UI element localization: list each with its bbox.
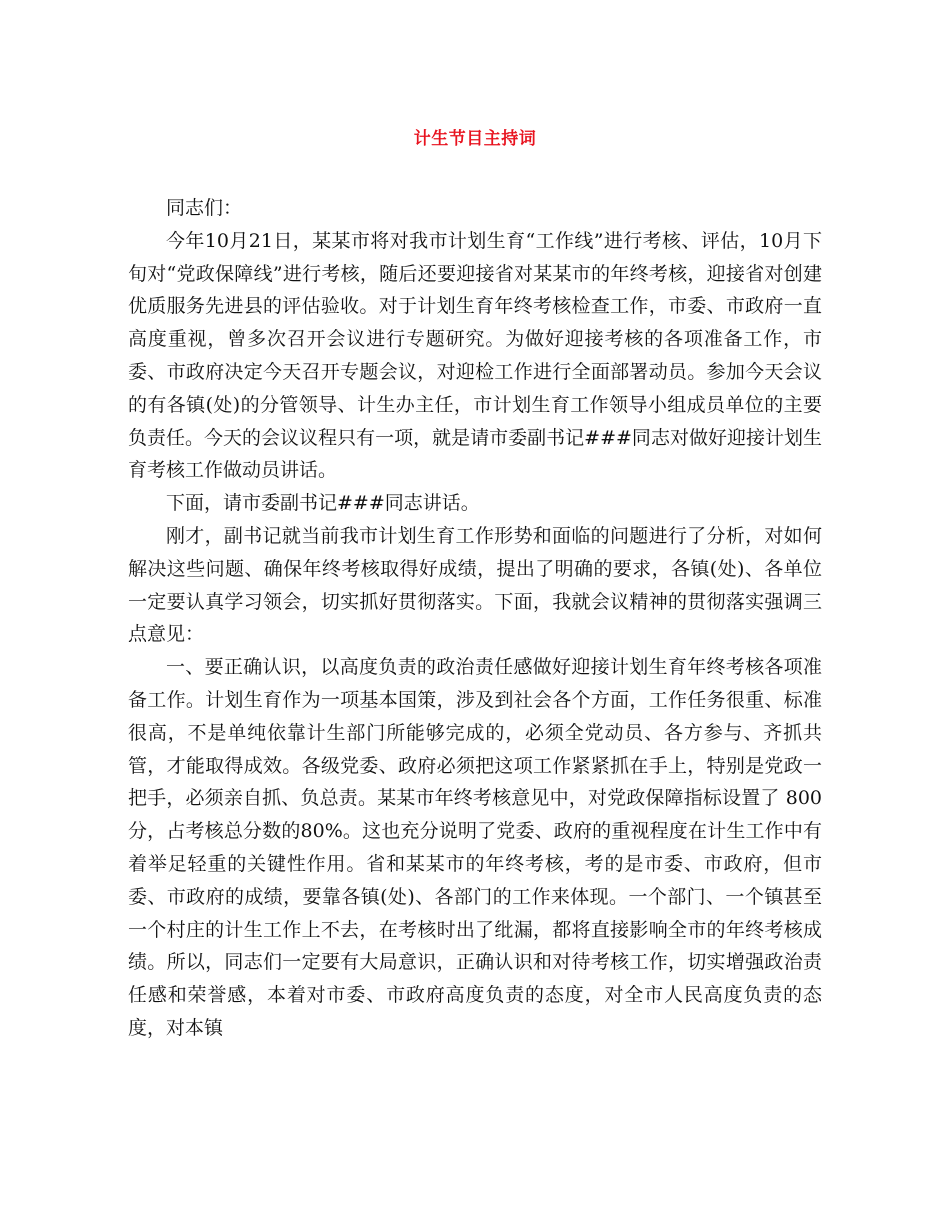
paragraph-summary: 刚才，副书记就当前我市计划生育工作形势和面临的问题进行了分析，对如何解决这些问题、确保年终考核取得好成绩，提出了明确的要求，各镇(处)、各单位一定要认真学习领会，切实抓好贯彻落实。下面，我就会议精神的贯彻落实强调三点意见： [128, 524, 822, 646]
paragraph-invite-speech: 下面，请市委副书记###同志讲话。 [166, 492, 480, 515]
document-body [128, 192, 822, 1045]
paragraph-greeting: 同志们： [166, 197, 243, 219]
paragraph-intro: 今年10月21日，某某市将对我市计划生育“工作线”进行考核、评估，10月下旬对“党政保障线”进行考核，随后还要迎接省对某某市的年终考核，迎接省对创建优质服务先进县的评估验收。对于计划生育年终考核检查工作，市委、市政府一直高度重视，曾多次召开会议进行专题研究。为做好迎接考核的各项准备工作，市委、市政府决定今天召开专题会议，对迎检工作进行全面部署动员。参加今天会议的有各镇(处)的分管领导、计生办主任，市计划生育工作领导小组成员单位的主要负责任。今天的会议议程只有一项，就是请市委副书记###同志对做好迎接计划生育考核工作做动员讲话。 [128, 229, 822, 482]
document-title: 计生节目主持词 [413, 129, 537, 149]
paragraph-point-one: 一、要正确认识，以高度负责的政治责任感做好迎接计划生育年终考核各项准备工作。计划生育作为一项基本国策，涉及到社会各个方面，工作任务很重、标准很高，不是单纯依靠计生部门所能够完成的，必须全党动员、各方参与、齐抓共管，才能取得成效。各级党委、政府必须把这项工作紧紧抓在手上，特别是党政一把手，必须亲自抓、负总责。某某市年终考核意见中，对党政保障指标设置了 800分，占考核总分数的80%。这也充分说明了党委、政府的重视程度在计生工作中有着举足轻重的关键性作用。省和某某市的年终考核，考的是市委、市政府，但市委、市政府的成绩，要靠各镇(处)、各部门的工作来体现。一个部门、一个镇甚至一个村庄的计生工作上不去，在考核时出了纰漏，都将直接影响全市的年终考核成绩。所以，同志们一定要有大局意识，正确认识和对待考核工作，切实增强政治责任感和荣誉感，本着对市委、市政府高度负责的态度，对全市人民高度负责的态度，对本镇 [128, 656, 822, 1039]
